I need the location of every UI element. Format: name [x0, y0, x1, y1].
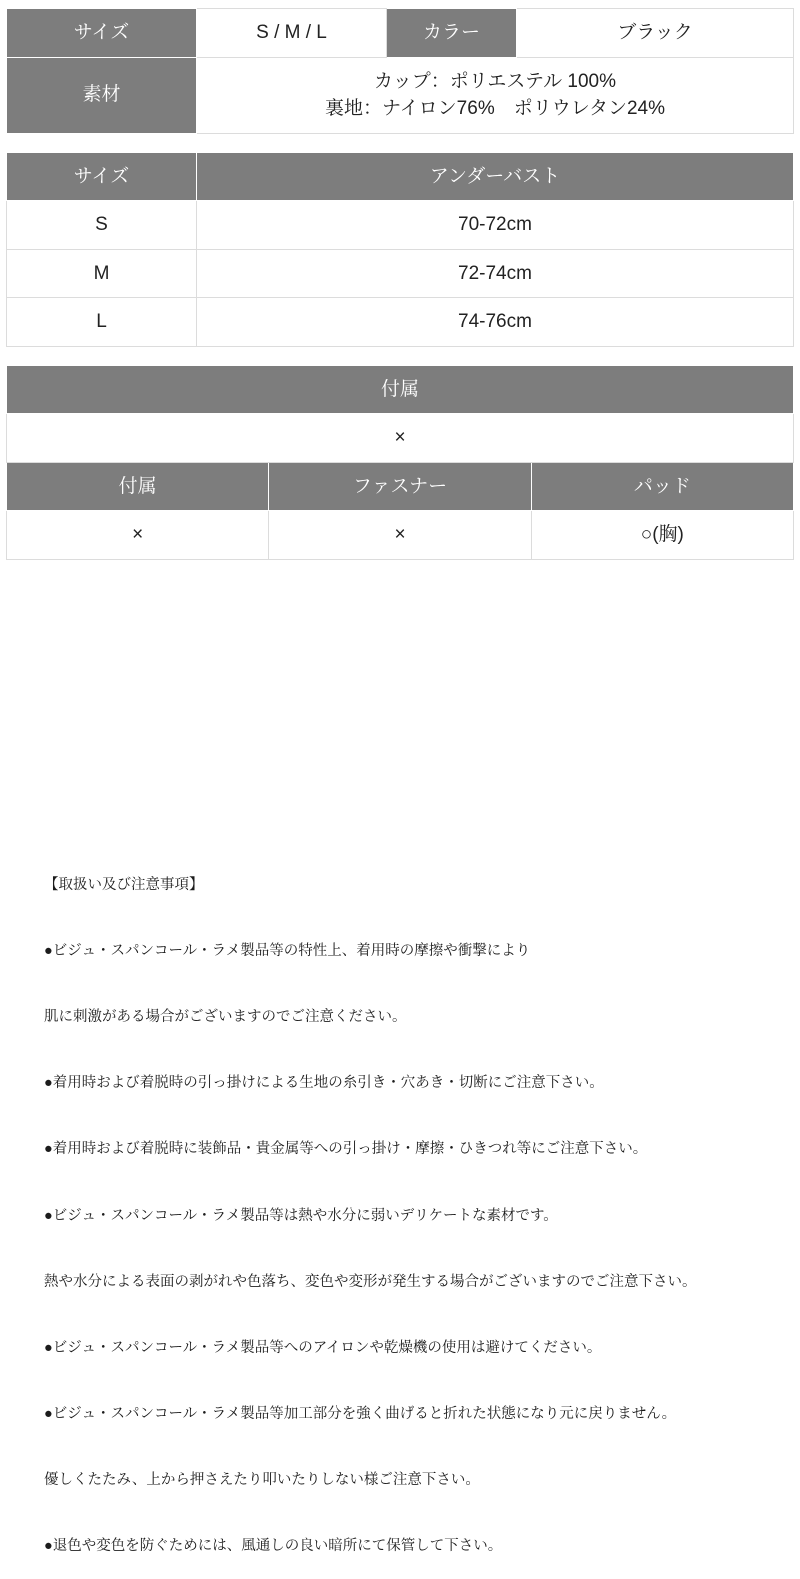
spec-color-value: ブラック — [517, 9, 794, 58]
size-chart-size-l: L — [7, 298, 197, 347]
care-notes-line: 肌に刺激がある場合がございますのでご注意ください。 — [44, 1009, 407, 1026]
table-header-row — [7, 365, 794, 414]
table-row — [7, 511, 794, 560]
material-line-2: 裏地：ナイロン76% ポリウレタン24% — [325, 98, 665, 120]
care-notes-line: ●ビジュ・スパンコール・ラメ製品等へのアイロンや乾燥機の使用は避けてください。 — [44, 1339, 602, 1356]
table-header-row — [7, 152, 794, 201]
care-notes-line: ●ビジュ・スパンコール・ラメ製品等は熱や水分に弱いデリケートな素材です。 — [44, 1207, 558, 1224]
accessory-value-pad: ○(胸) — [531, 511, 793, 560]
size-chart-underbust-l: 74-76cm — [197, 298, 794, 347]
care-notes-line: ●着用時および着脱時の引っ掛けによる生地の糸引き・穴あき・切断にご注意下さい。 — [44, 1075, 604, 1092]
table-row — [7, 9, 794, 58]
spec-size-label: サイズ — [7, 9, 197, 58]
spec-color-label: カラー — [387, 9, 517, 58]
care-notes-line: 熱や水分による表面の剥がれや色落ち、変色や変形が発生する場合がございますのでご注意下さい。 — [44, 1273, 697, 1290]
accessory-value-zipper: × — [269, 511, 531, 560]
accessory-table — [6, 365, 794, 560]
accessory-title: 付属 — [7, 365, 794, 414]
accessory-value-attachment: × — [7, 511, 269, 560]
table-row — [7, 414, 794, 463]
size-chart-size-m: M — [7, 249, 197, 298]
spec-size-value: S / M / L — [197, 9, 387, 58]
accessory-header-attachment: 付属 — [7, 462, 269, 511]
size-chart-header-underbust: アンダーバスト — [197, 152, 794, 201]
size-chart-underbust-s: 70-72cm — [197, 201, 794, 250]
care-notes-title: 【取扱い及び注意事項】 — [44, 877, 204, 894]
care-notes-line: ●ビジュ・スパンコール・ラメ製品等の特性上、着用時の摩擦や衝撃により — [44, 943, 531, 960]
accessory-header-zipper: ファスナー — [269, 462, 531, 511]
care-notes-line: ●ビジュ・スパンコール・ラメ製品等加工部分を強く曲げると折れた状態になり元に戻りません。 — [44, 1405, 677, 1422]
table-row — [7, 201, 794, 250]
size-chart-size-s: S — [7, 201, 197, 250]
size-chart-table — [6, 152, 794, 347]
size-chart-header-size: サイズ — [7, 152, 197, 201]
care-notes-line: ●退色や変色を防ぐためには、風通しの良い暗所にて保管して下さい。 — [44, 1538, 503, 1554]
product-spec-page — [0, 0, 800, 560]
table-row — [7, 57, 794, 133]
care-notes-line: 優しくたたみ、上から押さえたり叩いたりしない様ご注意下さい。 — [44, 1471, 480, 1488]
size-chart-underbust-m: 72-74cm — [197, 249, 794, 298]
spec-material-label: 素材 — [7, 57, 197, 133]
table-header-row — [7, 462, 794, 511]
spec-material-value — [197, 57, 794, 133]
material-line-1: カップ：ポリエステル 100% — [374, 70, 616, 92]
care-notes — [44, 830, 697, 1579]
care-notes-line: ●着用時および着脱時に装飾品・貴金属等への引っ掛け・摩擦・ひきつれ等にご注意下さい。 — [44, 1141, 648, 1158]
accessory-title-value: × — [7, 414, 794, 463]
table-row — [7, 298, 794, 347]
spec-table — [6, 8, 794, 134]
accessory-header-pad: パッド — [531, 462, 793, 511]
table-row — [7, 249, 794, 298]
